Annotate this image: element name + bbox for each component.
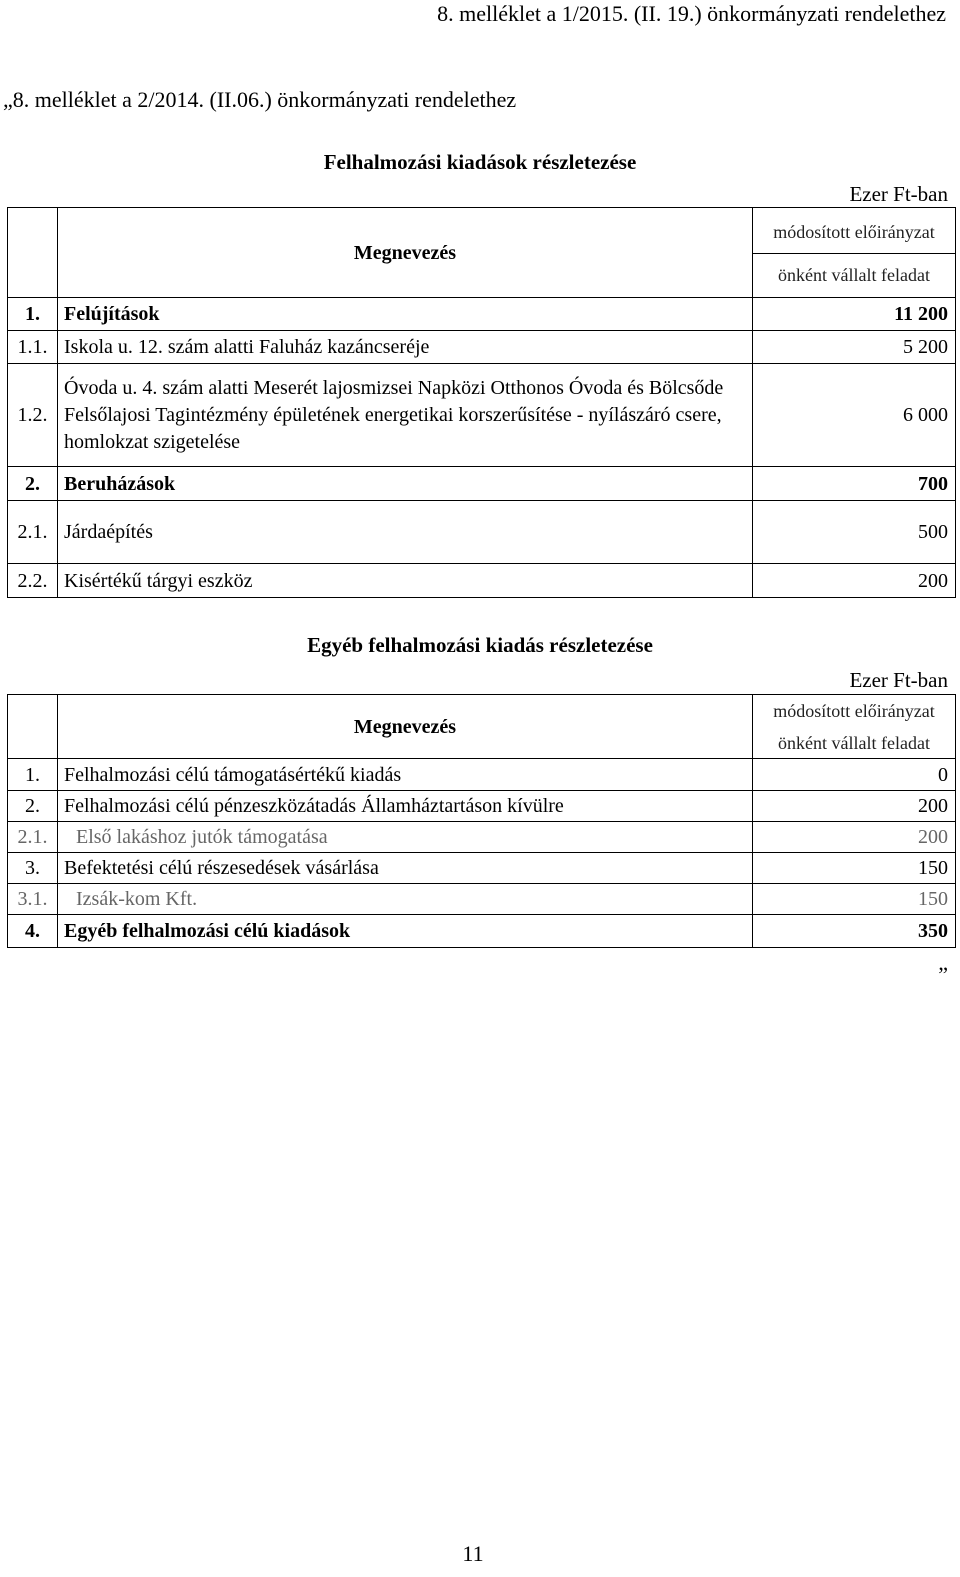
row-value: 350 (753, 915, 956, 948)
table-row (8, 884, 956, 915)
other-capital-expenditure-table (7, 694, 956, 948)
row-value: 150 (753, 884, 956, 915)
row-name: Óvoda u. 4. szám alatti Meserét lajosmizsei Napközi Otthonos Óvoda és Bölcsőde Felsőlajosi Tagintézmény épületének energetikai korszerűsítése - nyílászáró csere, homlokzat szigetelése (58, 364, 753, 467)
row-number: 2.2. (8, 564, 58, 598)
table1-title: Felhalmozási kiadások részletezése (323, 150, 637, 174)
table-row (8, 364, 956, 467)
row-value: 0 (753, 759, 956, 791)
row-name: Járdaépítés (58, 501, 753, 564)
closing-quote: ” (938, 962, 948, 987)
header-value-line-1: módosított előirányzat (773, 700, 935, 721)
header-name-cell: Megnevezés (58, 208, 753, 298)
header-value-line-2: önként vállalt feladat (778, 732, 930, 753)
row-number: 4. (8, 915, 58, 948)
row-name: Felhalmozási célú támogatásértékű kiadás (58, 759, 753, 791)
table-row (8, 759, 956, 791)
row-name: Felhalmozási célú pénzeszközátadás Államháztartáson kívülre (58, 791, 753, 822)
header-value-line-1: módosított előirányzat (752, 211, 956, 254)
header-value-line-2: önként vállalt feladat (778, 265, 930, 285)
row-value: 200 (753, 564, 956, 598)
row-number: 2.1. (8, 822, 58, 853)
row-name: Beruházások (58, 467, 753, 501)
header-name-cell: Megnevezés (58, 695, 753, 759)
row-number: 2.1. (8, 501, 58, 564)
table-row (8, 822, 956, 853)
table1-unit: Ezer Ft-ban (849, 182, 948, 206)
table-header-row (8, 695, 956, 759)
row-number: 1. (8, 298, 58, 331)
row-number: 2. (8, 791, 58, 822)
table-row (8, 331, 956, 364)
table-row (8, 501, 956, 564)
header-value-cell (753, 695, 956, 759)
row-value: 500 (753, 501, 956, 564)
row-value: 5 200 (753, 331, 956, 364)
table-header-row (8, 208, 956, 298)
row-name: Befektetési célú részesedések vásárlása (58, 853, 753, 884)
header-value-cell (753, 208, 956, 298)
row-name: Iskola u. 12. szám alatti Faluház kazáncseréje (58, 331, 753, 364)
row-number: 1. (8, 759, 58, 791)
table2-unit: Ezer Ft-ban (849, 668, 948, 692)
row-number: 1.1. (8, 331, 58, 364)
row-number: 3. (8, 853, 58, 884)
annex-reference: 8. melléklet a 1/2015. (II. 19.) önkormányzati rendelethez (437, 1, 946, 26)
table-row (8, 853, 956, 884)
original-annex-reference: „8. melléklet a 2/2014. (II.06.) önkormányzati rendelethez (3, 87, 517, 112)
row-name: Kisértékű tárgyi eszköz (58, 564, 753, 598)
table-row (8, 467, 956, 501)
table-row (8, 915, 956, 948)
row-value: 200 (753, 822, 956, 853)
header-num-cell (8, 208, 58, 298)
row-value: 11 200 (753, 298, 956, 331)
row-value: 200 (753, 791, 956, 822)
row-name: Izsák-kom Kft. (58, 884, 753, 915)
row-value: 700 (753, 467, 956, 501)
table-row (8, 298, 956, 331)
header-num-cell (8, 695, 58, 759)
row-value: 150 (753, 853, 956, 884)
row-name: Felújítások (58, 298, 753, 331)
table2-title: Egyéb felhalmozási kiadás részletezése (307, 633, 653, 657)
row-name: Egyéb felhalmozási célú kiadások (58, 915, 753, 948)
row-number: 3.1. (8, 884, 58, 915)
capital-expenditure-table (7, 207, 956, 598)
row-value: 6 000 (753, 364, 956, 467)
table-row (8, 564, 956, 598)
row-number: 1.2. (8, 364, 58, 467)
table-row (8, 791, 956, 822)
row-number: 2. (8, 467, 58, 501)
page-number: 11 (462, 1541, 484, 1566)
row-name: Első lakáshoz jutók támogatása (58, 822, 753, 853)
